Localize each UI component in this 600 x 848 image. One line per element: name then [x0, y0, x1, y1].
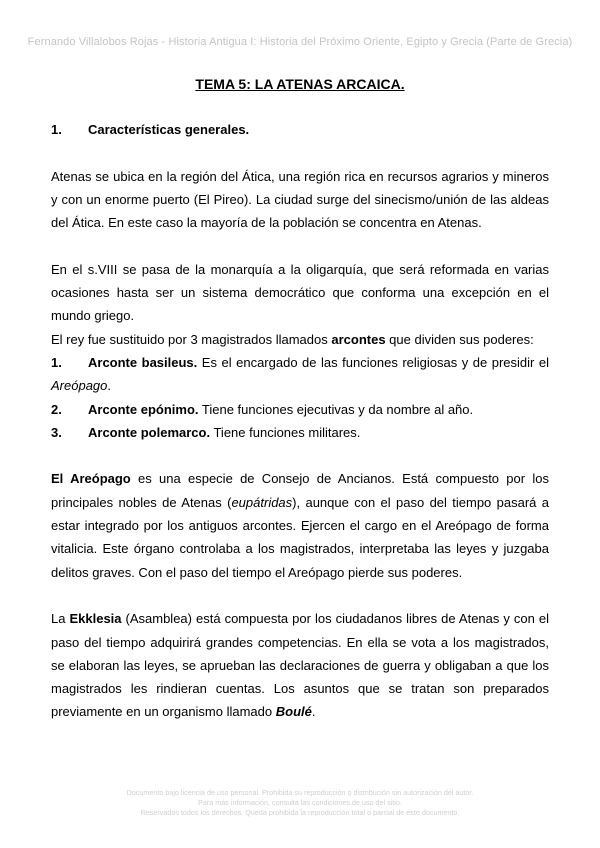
document-body	[51, 118, 549, 724]
list-item: 2. Arconte epónimo. Tiene funciones ejecutivas y da nombre al año.	[51, 401, 474, 417]
term-arconte-basileus: Arconte basileus.	[88, 354, 198, 370]
paragraph-areopago: El Areópago es una especie de Consejo de Ancianos. Está compuesto por los principales nobles de Atenas (eupátridas), aunque con el paso del tiempo pasará a estar integrado por los antiguos arcontes. Ejercen el cargo en el Areópago de forma vitalicia. Este órgano controlaba a los magistrados, interpretaba las leyes y juzgaba delitos graves. Con el paso del tiempo el Areópago pierde sus poderes.	[51, 471, 549, 580]
page-footer	[0, 788, 600, 818]
section-heading	[51, 118, 549, 141]
section-number: 1.	[51, 122, 62, 137]
paragraph-ekklesia: La Ekklesia (Asamblea) está compuesta por los ciudadanos libres de Atenas y con el paso del tiempo adquirirá grandes competencias. En ella se vota a los magistrados, se elaboran las leyes, se aprueban las declaraciones de guerra y obligaban a que los magistrados les rindieran cuentas. Los asuntos que se tratan son preparados previamente en un organismo llamado Boulé.	[51, 611, 549, 720]
paragraph-oligarchy: En el s.VIII se pasa de la monarquía a la oligarquía, que será reformada en varias ocasiones hasta ser un sistema democrático que conforma una excepción en el mundo griego.	[51, 261, 549, 324]
footer-line: Para más información, consulta las condiciones de uso del sitio.	[198, 798, 402, 807]
list-item: 3. Arconte polemarco. Tiene funciones militares.	[51, 424, 361, 440]
section-title: Características generales.	[88, 122, 250, 137]
page-header: Fernando Villalobos Rojas - Historia Antigua I: Historia del Próximo Oriente, Egipto y Grecia (Parte de Grecia)	[27, 36, 573, 48]
term-areopago: El Areópago	[51, 471, 131, 487]
term-arconte-polemarco: Arconte polemarco.	[88, 424, 211, 440]
term-ekklesia: Ekklesia	[69, 611, 122, 627]
term-boule: Boulé	[275, 704, 312, 720]
term-arconte-eponimo: Arconte epónimo.	[88, 401, 199, 417]
term-arcontes: arcontes	[331, 331, 386, 347]
footer-line: Documento bajo licencia de uso personal. Prohibida su reproducción o distribución sin autorización del autor.	[126, 788, 474, 797]
page-title: TEMA 5: LA ATENAS ARCAICA.	[195, 76, 405, 92]
list-item: 1. Arconte basileus. Es el encargado de las funciones religiosas y de presidir el Areópago.	[51, 354, 549, 394]
paragraph-arcontes: El rey fue sustituido por 3 magistrados llamados arcontes que dividen sus poderes:	[51, 331, 534, 347]
paragraph-geography: Atenas se ubica en la región del Ática, una región rica en recursos agrarios y mineros y con un enorme puerto (El Pireo). La ciudad surge del sinecismo/unión de las aldeas del Ática. En este caso la mayoría de la población se concentra en Atenas.	[51, 168, 549, 231]
footer-line: Reservados todos los derechos. Queda prohibida la reproducción total o parcial de este documento.	[140, 808, 460, 817]
